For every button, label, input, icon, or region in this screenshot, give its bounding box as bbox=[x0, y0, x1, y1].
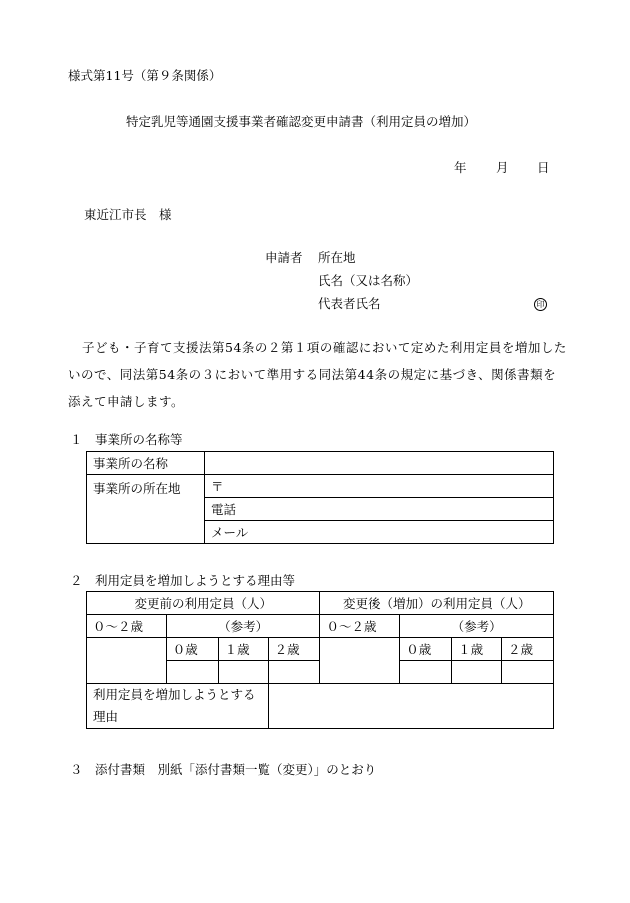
reason-label: 利用定員を増加しようとする理由 bbox=[87, 684, 269, 729]
facility-name-field[interactable] bbox=[205, 452, 554, 475]
addressee: 東近江市長 様 bbox=[84, 207, 172, 222]
after-age2-label: ２歳 bbox=[502, 638, 554, 661]
postal-field[interactable]: 〒 bbox=[205, 475, 554, 498]
facility-table bbox=[86, 451, 554, 544]
applicant-rep-label: 代表者氏名 bbox=[318, 296, 381, 311]
applicant-address-label: 所在地 bbox=[318, 250, 356, 265]
applicant-name-label: 氏名（又は名称） bbox=[318, 273, 419, 288]
date-year: 年 bbox=[454, 160, 467, 175]
section1-heading: １ 事業所の名称等 bbox=[70, 432, 183, 447]
phone-field[interactable]: 電話 bbox=[205, 498, 554, 521]
page-title: 特定乳児等通園支援事業者確認変更申請書（利用定員の増加） bbox=[126, 114, 477, 129]
before-age0-field[interactable] bbox=[166, 661, 218, 684]
after-header: 変更後（増加）の利用定員（人） bbox=[320, 592, 554, 615]
email-field[interactable]: メール bbox=[205, 521, 554, 544]
seal-mark: 印 bbox=[534, 295, 547, 311]
section3-heading: ３ 添付書類 別紙「添付書類一覧（変更）」のとおり bbox=[70, 762, 377, 777]
before-age-range: ０～２歳 bbox=[87, 615, 167, 638]
after-age1-label: １歳 bbox=[452, 638, 502, 661]
before-total-field[interactable] bbox=[87, 638, 167, 684]
after-age-range: ０～２歳 bbox=[320, 615, 400, 638]
after-total-field[interactable] bbox=[320, 638, 400, 684]
capacity-table bbox=[86, 591, 554, 729]
after-age0-field[interactable] bbox=[400, 661, 452, 684]
section2-heading: ２ 利用定員を増加しようとする理由等 bbox=[70, 573, 296, 588]
facility-address-label: 事業所の所在地 bbox=[87, 475, 205, 544]
before-age2-label: ２歳 bbox=[268, 638, 320, 661]
facility-name-label: 事業所の名称 bbox=[87, 452, 205, 475]
form-number: 様式第11号（第９条関係） bbox=[68, 68, 222, 83]
before-age1-field[interactable] bbox=[218, 661, 268, 684]
after-age2-field[interactable] bbox=[502, 661, 554, 684]
body-text: 子ども・子育て支援法第54条の２第１項の確認において定めた利用定員を増加したいので、同法第54条の３において準用する同法第44条の規定に基づき、関係書類を添えて申請します。 bbox=[68, 340, 567, 409]
after-reference: （参考） bbox=[400, 615, 554, 638]
before-reference: （参考） bbox=[166, 615, 320, 638]
date-day: 日 bbox=[537, 160, 550, 175]
reason-field[interactable] bbox=[268, 684, 553, 729]
before-age0-label: ０歳 bbox=[166, 638, 218, 661]
before-age2-field[interactable] bbox=[268, 661, 320, 684]
applicant-label: 申請者 bbox=[265, 250, 303, 265]
before-header: 変更前の利用定員（人） bbox=[87, 592, 320, 615]
date-month: 月 bbox=[496, 160, 509, 175]
after-age1-field[interactable] bbox=[452, 661, 502, 684]
before-age1-label: １歳 bbox=[218, 638, 268, 661]
after-age0-label: ０歳 bbox=[400, 638, 452, 661]
